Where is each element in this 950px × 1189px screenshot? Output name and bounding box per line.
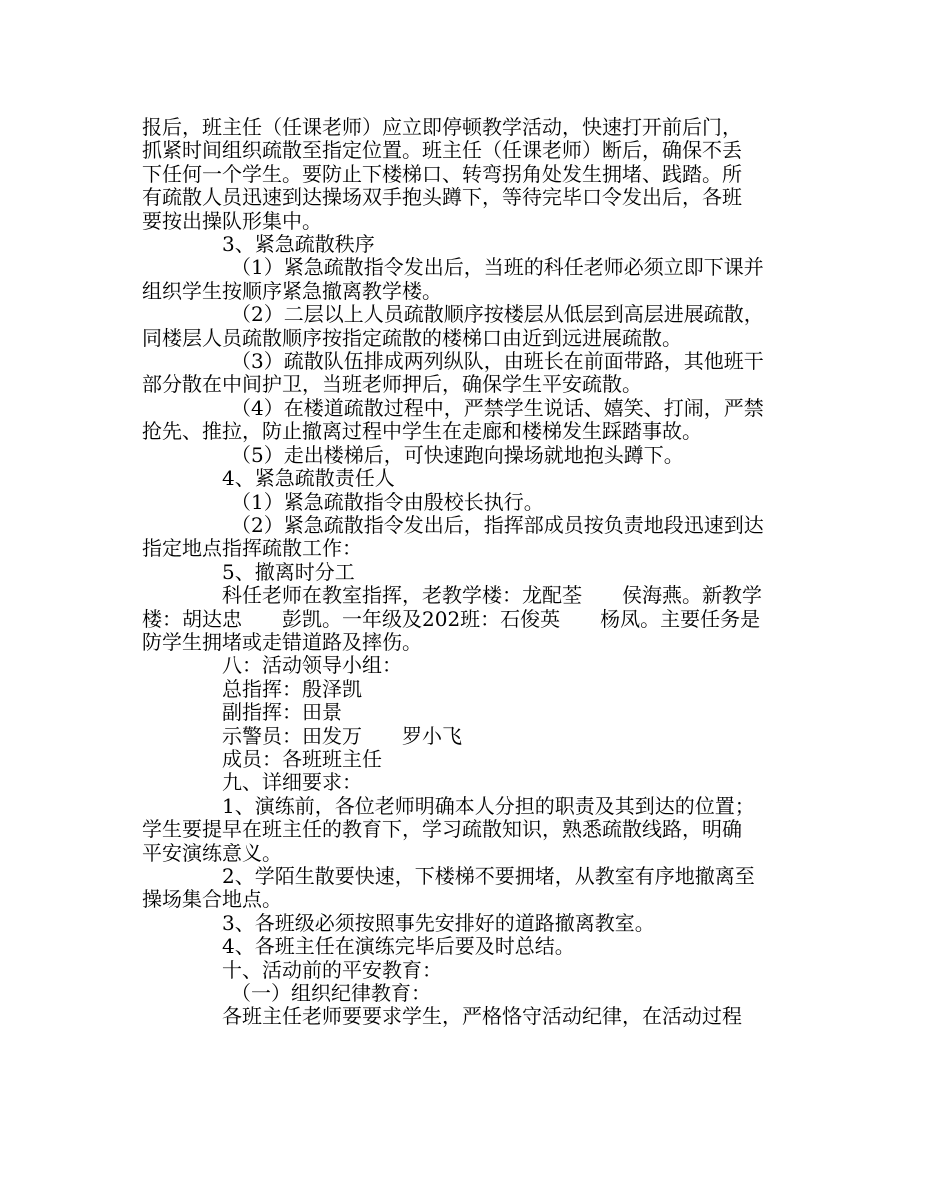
text-line: 3、各班级必须按照事先安排好的道路撤离教室。 [222,910,655,935]
text-line: 报后，班主任（任课老师）应立即停顿教学活动，快速打开前后门， [142,115,742,139]
text-line: 楼：胡达忠 彭凯。一年级及202班：石俊英 杨凤。主要任务是 [142,606,761,631]
text-line: 防学生拥堵或走错道路及摔伤。 [142,629,422,654]
text-line: 部分散在中间护卫，当班老师押后，确保学生平安疏散。 [142,372,642,397]
text-line: 3、紧急疏散秩序 [222,232,375,257]
text-line: 4、各班主任在演练完毕后要及时总结。 [222,934,575,959]
text-line: 副指挥：田景 [222,700,342,725]
text-line: （3）疏散队伍排成两列纵队，由班长在前面带路，其他班干 [231,349,764,374]
text-line: （5）走出楼梯后，可快速跑向操场就地抱头蹲下。 [231,442,684,467]
text-line: （2）二层以上人员疏散顺序按楼层从低层到高层进展疏散， [231,302,764,327]
text-line: 有疏散人员迅速到达操场双手抱头蹲下，等待完毕口令发出后，各班 [142,185,742,210]
text-line: 2、学陌生散要快速，下楼梯不要拥堵，从教室有序地撤离至 [222,864,755,888]
text-line: 总指挥：殷泽凯 [222,676,362,701]
text-line: 十、活动前的平安教育： [222,957,442,982]
document-body [142,116,818,1029]
text-line: 抢先、推拉，防止撤离过程中学生在走廊和楼梯发生踩踏事故。 [142,419,702,444]
text-line: 指定地点指挥疏散工作： [142,536,362,561]
text-line: 抓紧时间组织疏散至指定位置。班主任（任课老师）断后，确保不丢 [142,138,742,163]
text-line: 各班主任老师要要求学生，严格恪守活动纪律，在活动过程 [222,1004,742,1029]
text-line: 4、紧急疏散责任人 [222,466,395,491]
text-line: 成员：各班班主任 [222,746,382,771]
text-line: 示警员：田发万 罗小飞 [222,723,462,748]
text-line: （2）紧急疏散指令发出后，指挥部成员按负责地段迅速到达 [231,512,764,537]
text-line: 学生要提早在班主任的教育下，学习疏散知识，熟悉疏散线路，明确 [142,817,742,842]
text-line: （4）在楼道疏散过程中，严禁学生说话、嬉笑、打闹，严禁 [231,395,764,420]
text-line: 八：活动领导小组： [222,653,402,678]
text-line: 5、撤离时分工 [222,559,355,584]
text-line: 平安演练意义。 [142,840,282,865]
text-line: 九、详细要求： [222,770,362,795]
text-line: 要按出操队形集中。 [142,208,322,233]
text-line: （一）组织纪律教育： [231,981,431,1006]
text-line: （1）紧急疏散指令发出后，当班的科任老师必须立即下课并 [231,255,764,280]
text-line: 1、演练前，各位老师明确本人分担的职责及其到达的位置； [222,793,755,818]
text-line: （1）紧急疏散指令由殷校长执行。 [231,489,544,514]
text-line: 操场集合地点。 [142,887,282,912]
text-line: 科任老师在教室指挥，老教学楼：龙配荃 侯海燕。新教学 [222,583,762,608]
text-line: 下任何一个学生。要防止下楼梯口、转弯拐角处发生拥堵、践踏。所 [142,161,742,186]
text-line: 同楼层人员疏散顺序按指定疏散的楼梯口由近到远进展疏散。 [142,325,682,350]
text-line: 组织学生按顺序紧急撤离教学楼。 [142,278,442,303]
